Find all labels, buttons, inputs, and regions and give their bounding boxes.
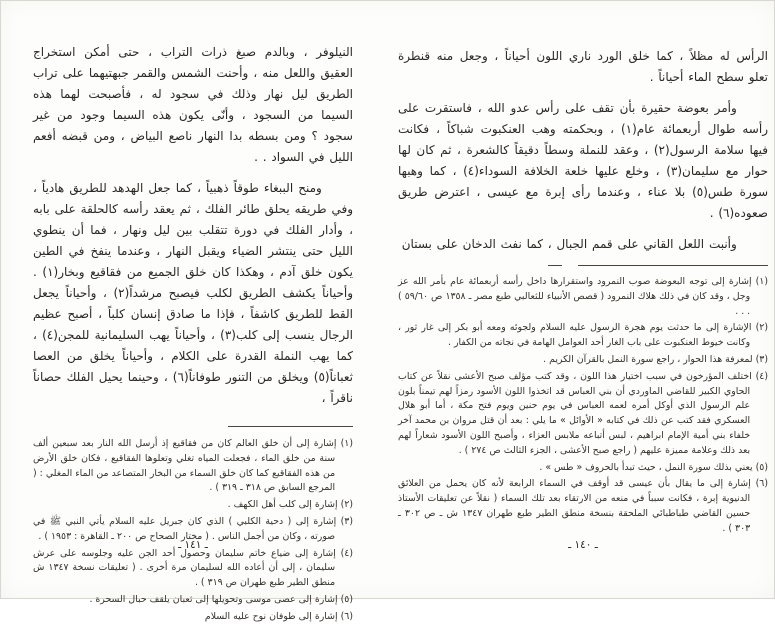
footnote: (٢) الإشارة إلى ما حدثت يوم هجرة الرسول عليه السلام ولجوئه ومعه أبو بكر إلى غار ثور ، وكانت خيوط العنكبوت على باب الغار أحد العوامل الهامة في نجاته من الكفار . [398, 322, 768, 349]
footnote: (٤) إشارة إلى ضياع خاتم سليمان وحصول أحد الجن عليه وجلوسه على عرش سليمان ، إلى أن أعاده الله لسليمان مرة أخرى . ( تعليقات نسخة ١٣٤٧ ش منطق الطير طبع طهران ص ٣١٩ ) . [33, 547, 353, 589]
body-paragraph: ومنح الببغاء طوقاً ذهبياً ، كما جعل الهدهد للطريق هادياً ، وفي طريقه يحلق طائر الفلك ، ثم يعقد رأسه كالحلقة على بابه ، وأدار الفلك في دورة تتقلب بين ليل ونهار ، فما أن ينطوي الليل حتى ينتشر الضياء ويقبل النهار ، وعندما ينفخ في الطين يكون خلق آدم ، وهكذا كان خلق الجميع من فقاقيع وبخار(١) . وأحياناً يكشف الطريق لكلب فيصبح مرشداً(٢) ، وأحياناً يجعل القط للطريق كاشفاً ، فإذا ما صادق إنسان كلباً ، أصبح عظيم الرجال ينسب إلى كلب(٣) ، وأحياناً يهب السليمانية للمجن(٤) ، كما يهب النملة القدرة على الكلام ، وأحياناً يخلق من العصا ثعباناً(٥) ويخلق من التنور طوفاناً(٦) ، وحينما يحيل الفلك حصاناً ناقراً ، [33, 181, 354, 405]
footnote: (٦) إشارة إلى طوفان نوح عليه السلام [204, 610, 353, 622]
footnote-separator [548, 265, 768, 266]
body-paragraph: الرأس له مظلاً ، كما خلق الورد ناري اللون أحياناً ، وجعل منه قنطرة تعلو سطح الماء أحياناً . [398, 49, 768, 84]
footnote: (٥) يعني بذلك سورة النمل ، حيث تبدأ بالحروف « طس » . [539, 461, 768, 473]
body-paragraph: النيلوفر ، وبالدم صبغ ذرات التراب ، حتى أمكن استخراج العقيق واللعل منه ، وأحنت الشمس والقمر جبهتيهما على تراب الطريق ليل نهار وذلك في سجود له ، فأصبحت لهما هذه السيما من السجود ، وأنّى يكون هذه السيما وجود من غير سجود ؟ ومن بسطه بدا النهار ناصع البياض ، ومن قبضه أفعم الليل في السواد . . [33, 45, 353, 164]
body-paragraph: وأنبت اللعل القاني على قمم الجبال ، كما نفث الدخان على بستان [401, 237, 737, 251]
footnote: (٤) اختلف المؤرخون في سبب اختيار هذا اللون ، وقد كتب مؤلف صبح الأعشى نقلاً عن كتاب الحاوي الكبير للقاضي الماوردي أن بني العباس قد اتخذوا اللون الأسود رمزاً لهم تيمناً بلون علم الرسول الذي أوكل أمره لعمه العباس في يوم حنين ويوم فتح مكة ، أما أبو هلال العسكري فقد كتب عن ذلك في كتابه « الأوائل » ما يلي : بعد أن قتل مروان بن محمد آخر خلفاء بني أمية الإمام ابراهيم ، لبس أتباعه ملابس العزاء ، وأصبح اللون الأسود شعاراً لهم بعد ذلك وعلامة مميزة عليهم ( راجع صبح الأعشى ، الجزء الثالث ص ٢٧٤ ) . [398, 370, 768, 456]
body-paragraph: وأمر بعوضة حقيرة بأن تقف على رأس عدو الله ، فاستقرت على رأسه طوال أربعمائة عام(١) ، وبحكمته وهب العنكبوت شباكاً ، فكانت فيها سلامة الرسول(٢) ، وعقد للنملة وسطاً دقيقاً كالشعرة ، ثم كان لها حوار مع سليمان(٣) ، وخلع عليها خلعة الخلافة السوداء(٤) ، كما وهبها سورة طس(٥) بلا عناء ، وعندما رأى إبرة مع عيسى ، اعترض طريق صعوده(٦) . [398, 101, 769, 220]
page-number: ـ ١٤١ ـ [178, 539, 208, 551]
footnote: (١) إشارة إلى توجه البعوضة صوب النمرود واستقرارها داخل رأسه أربعمائة عام بأمر الله عز وجل ، وقد كان في ذلك هلاك النمرود ( قصص الأنبياء للثعالبي طبع مصر ـ ١٣٥٨ ص ٥٩/٦٠ ) . . . [398, 276, 768, 317]
main-text-block [398, 46, 768, 255]
footnotes-block [33, 437, 353, 625]
footnotes-block [398, 275, 768, 537]
footnote: (٢) إشارة إلى كلب أهل الكهف . [227, 499, 353, 511]
footnote-separator [228, 426, 353, 427]
footnote: (٣) لمعرفة هذا الحوار ، راجع سورة النمل بالقرآن الكريم . [543, 353, 768, 365]
page-141 [33, 0, 354, 622]
footnote: (٥) إشارة إلى عصى موسى وتحويلها إلى ثعبان يلقف حبال السحرة . [89, 593, 353, 605]
footnote: (٣) إشارة إلى ( دحية الكلبي ) الذي كان جبريل عليه السلام يأتي النبي ﷺ في صورته ، وكان من أجمل الناس . ( مختار الصحاح ص ٢٠٠ ـ القاهرة : ١٩٥٣ ) . [33, 515, 353, 542]
footnote: (١) إشارة إلى أن خلق العالم كان من فقاقيع إذ أرسل الله النار بعد سبعين ألف سنة من خلق الماء ، فجعلت المياه تغلي وتعلوها الفقاقيع ، فكان خلق الأرض من هذه الفقاقيع كما كان خلق السماء من البخار المتصاعد من الماء المغلي : ( المرجع السابق ص ٣١٨ ـ ٣١٩ ) . [33, 438, 353, 494]
page-140 [398, 0, 768, 599]
main-text-block [33, 42, 353, 409]
footnote: (٦) إشارة إلى ما يقال بأن عيسى قد أوقف في السماء الرابعة لأنه كان يحمل من العلائق الدنيوية إبرة ، فكانت سبباً في منعه من الارتقاء بعد تلك السماء ( نقلاً عن تعليقات الأستاذ حسين القاضي طباطبائي الملحقة بنسخة منطق الطير طبع طهران ١٣٤٧ ش ـ ص ٣٠٢ ـ ٣٠٣ ) . [398, 478, 768, 534]
page-number: ـ ١٤٠ ـ [568, 539, 598, 551]
